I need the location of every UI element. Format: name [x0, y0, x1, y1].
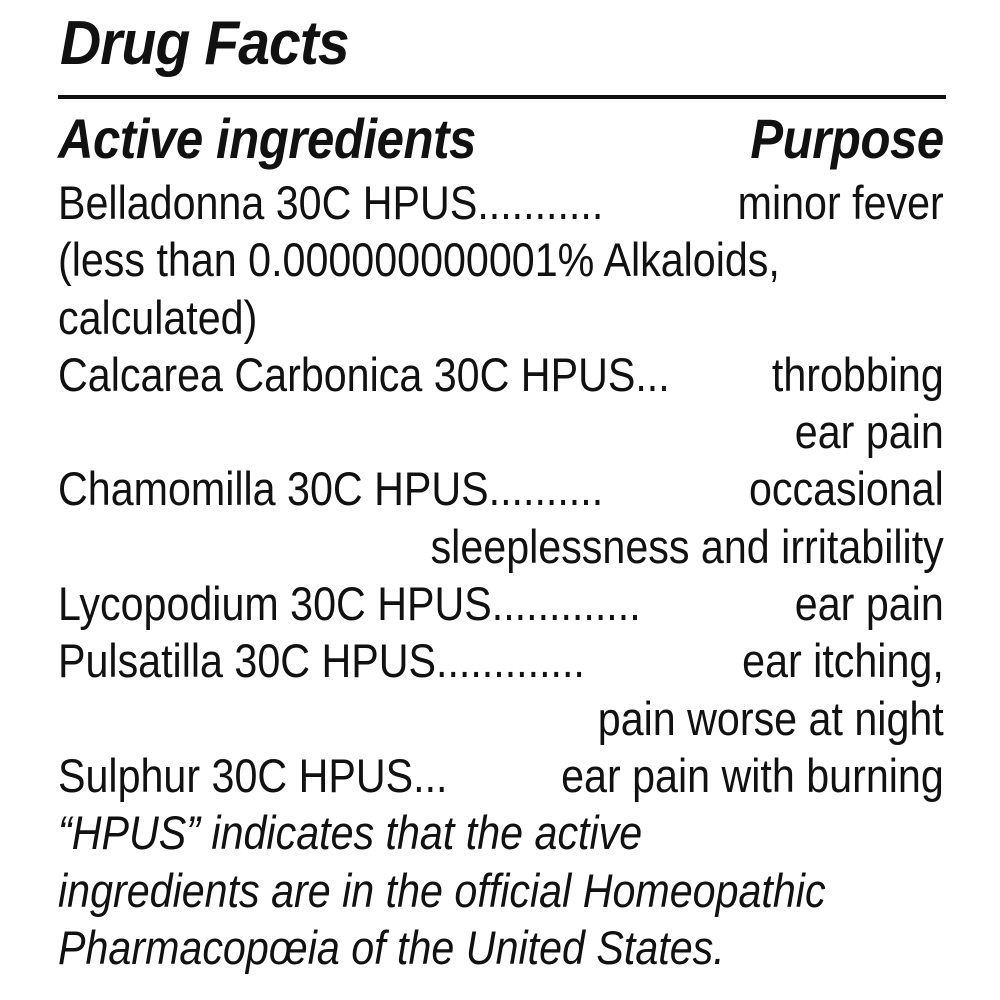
ingredient-row: [58, 460, 944, 517]
ingredient-purpose: ear pain: [794, 577, 944, 631]
ingredient-purpose: minor fever: [737, 176, 944, 229]
drug-facts-title: Drug Facts: [60, 9, 349, 78]
purpose-continuation: ear pain: [794, 405, 944, 459]
ingredient-purpose: ear pain with burning: [561, 748, 944, 802]
ingredient-detail: calculated): [58, 290, 258, 344]
purpose-continuation: sleeplessness and irritability: [430, 519, 944, 573]
ingredient-purpose: ear itching,: [742, 634, 944, 688]
title-divider: [58, 95, 946, 99]
ingredient-name: Chamomilla 30C HPUS..........: [58, 462, 604, 516]
ingredient-name: Lycopodium 30C HPUS.............: [58, 577, 641, 631]
ingredient-purpose: throbbing: [771, 347, 944, 401]
hpus-note: ingredients are in the official Homeopathic: [58, 863, 826, 917]
hpus-note: “HPUS” indicates that the active: [58, 806, 643, 860]
section-header: [58, 104, 944, 174]
purpose-heading: Purpose: [750, 107, 944, 170]
ingredient-row: [58, 174, 944, 231]
ingredient-row: [58, 575, 944, 632]
ingredient-name: Sulphur 30C HPUS...: [58, 748, 448, 802]
ingredient-name: Belladonna 30C HPUS...........: [58, 176, 604, 229]
active-ingredients-heading: Active ingredients: [58, 107, 476, 170]
ingredient-purpose: occasional: [748, 462, 944, 516]
ingredient-row: [58, 632, 944, 689]
ingredient-detail: (less than 0.000000000001% Alkaloids,: [58, 233, 780, 287]
ingredient-name: Calcarea Carbonica 30C HPUS...: [58, 347, 670, 401]
hpus-note: Pharmacopœia of the United States.: [58, 920, 725, 974]
ingredient-row: [58, 346, 944, 403]
drug-facts-panel: [58, 104, 944, 976]
ingredient-row: [58, 747, 944, 804]
purpose-continuation: pain worse at night: [597, 691, 944, 745]
ingredient-name: Pulsatilla 30C HPUS.............: [58, 634, 585, 688]
